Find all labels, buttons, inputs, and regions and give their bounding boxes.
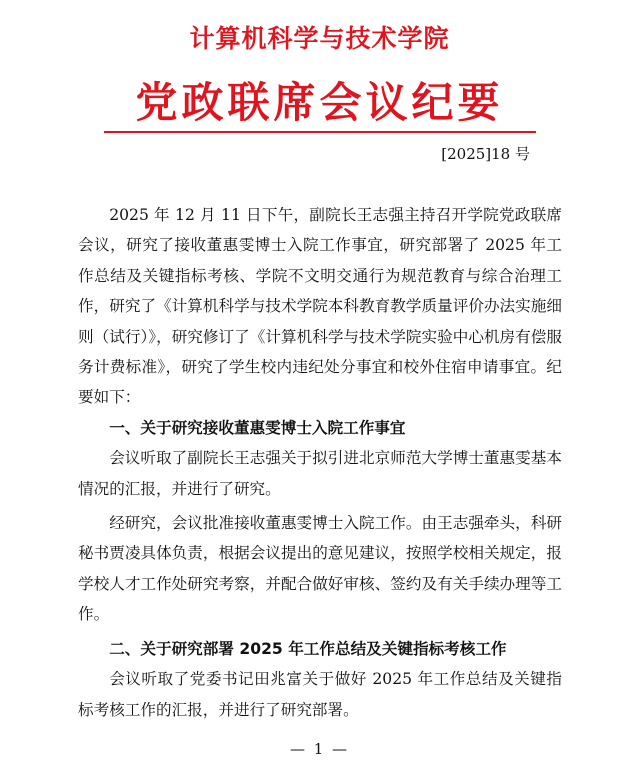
document-number: [2025]18 号 (441, 145, 530, 163)
page-number: — 1 — (289, 740, 350, 758)
red-divider-line (104, 131, 536, 133)
intro-paragraph: 2025 年 12 月 11 日下午，副院长王志强主持召开学院党政联席会议，研究了接收董惠雯博士入院工作事宜，研究部署了 2025 年工作总结及关键指标考核、学院不文明交通行为规范教育与综合治理工作，研究了《计算机科学与技术学院本科教育教学质量评价办法实施细则（试行）》，研究修订了《计算机科学与技术学院实验中心机房有偿服务计费标准》，研究了学生校内违纪处分事宜和校外住宿申请事宜。纪要如下： (78, 206, 562, 407)
section-1-heading: 一、关于研究接收董惠雯博士入院工作事宜 (109, 418, 406, 437)
section-2-heading: 二、关于研究部署 2025 年工作总结及关键指标考核工作 (109, 639, 507, 658)
org-name: 计算机科学与技术学院 (189, 24, 450, 53)
section-1-paragraph-2: 经研究，会议批准接收董惠雯博士入院工作。由王志强牵头，科研秘书贾凌具体负责，根据会议提出的意见建议，按照学校相关规定，报学校人才工作处研究考察，并配合做好审核、签约及有关手续办理等工作。 (78, 514, 562, 624)
section-2-paragraph-1: 会议听取了党委书记田兆富关于做好 2025 年工作总结及关键指标考核工作的汇报，并进行了研究部署。 (78, 670, 562, 719)
document-body (78, 200, 562, 725)
section-1-paragraph-1: 会议听取了副院长王志强关于拟引进北京师范大学博士董惠雯基本情况的汇报，并进行了研究。 (78, 449, 562, 498)
document-title: 党政联席会议纪要 (135, 78, 504, 127)
